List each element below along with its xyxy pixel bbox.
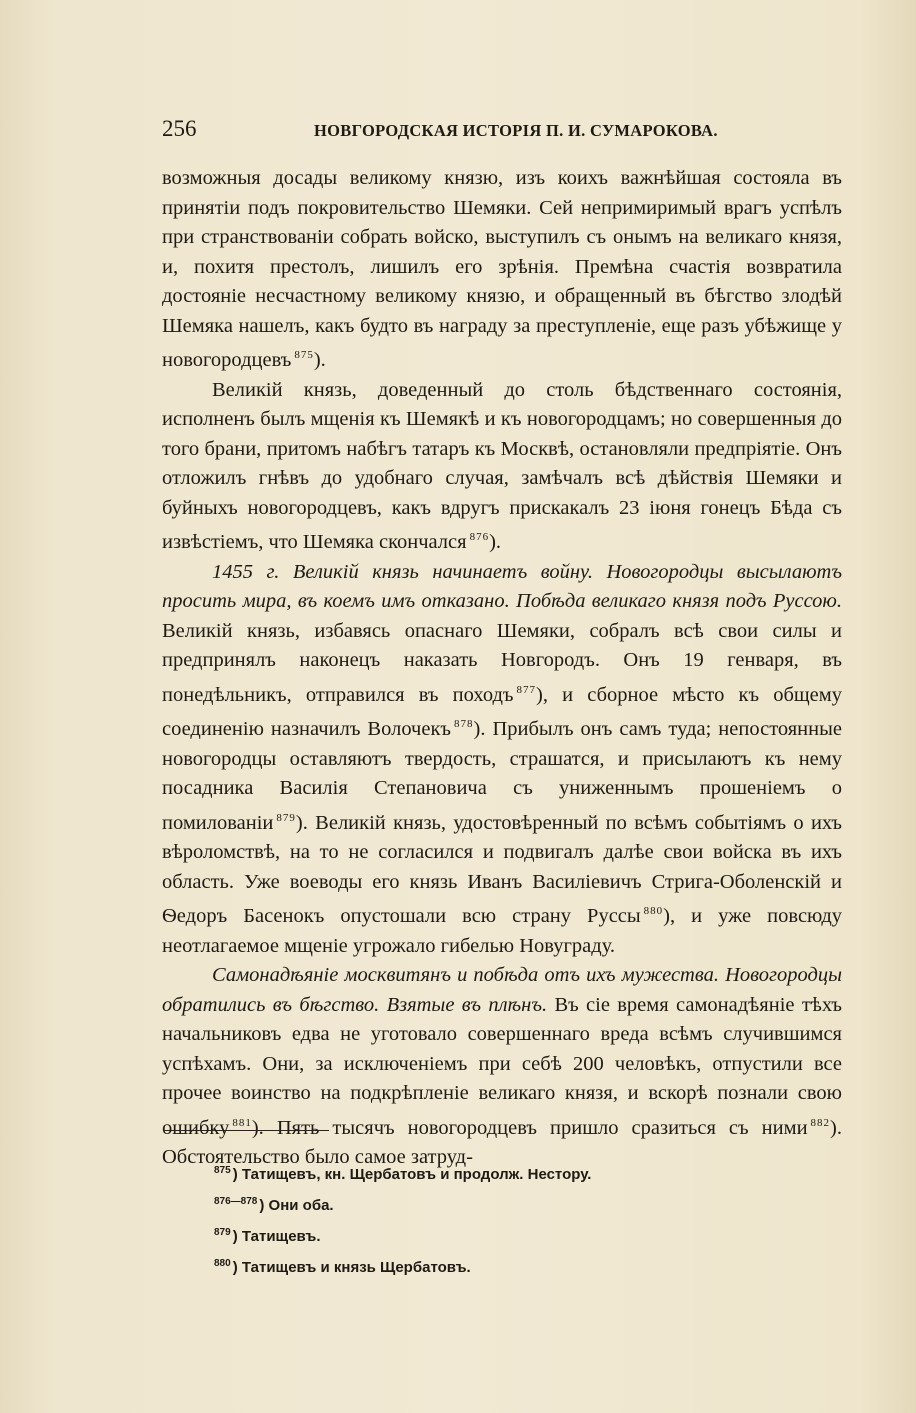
side-heading: Самонадѣяніе москвитянъ и побѣда отъ ихъ мужества. Новогородцы обратились въ бѣгство. Взятые въ плѣнъ. (162, 964, 842, 1016)
footnote-ref: 879 (276, 811, 296, 824)
footnote-item: $^{876—878}$ ) Они оба. (214, 1196, 334, 1214)
paragraph-3: 1455 г. Великій князь начинаетъ войну. Новогородцы высылаютъ просить мира, въ коемъ имъ отказано. Побѣда великаго князя подъ Руссою. Великій князь, избавясь опаснаго Шемяки, собралъ всѣ свои силы и предпринялъ наконецъ наказать Новгородъ. Онъ 19 генваря, въ понедѣльникъ, отправился въ походъ $^{877}$), и сборное мѣсто къ общему соединенію назначилъ Волочекъ $^{878}$). Прибылъ онъ самъ туда; непостоянные новогородцы оставляютъ твердость, страшатся, и присылаютъ къ нему посадника Василія Степановича съ униженнымъ прошеніемъ о помилованіи $^{879}$). Великій князь, удостовѣренный по всѣмъ событіямъ о ихъ вѣроломствѣ, на то не согласился и подвигалъ далѣе свои войска въ ихъ область. Уже воеводы его князь Иванъ Василіевичъ Стрига-Оболенскій и Ѳедоръ Басенокъ опустошали всю страну Руссы $^{880}$), и уже повсюду неотлагаемое мщеніе угрожало гибелью Новуграду. (162, 560, 843, 957)
footnote-divider (163, 1130, 329, 1131)
footnote-ref: 875 (294, 349, 314, 361)
paragraph-1: возможныя досады великому князю, изъ коихъ важнѣйшая состояла въ принятіи подъ покровительство Шемяки. Сей непримиримый врагъ успѣлъ при странствованіи собрать войско, выступилъ съ онымъ на великаго князя, и, похитя престолъ, лишилъ его зрѣнія. Премѣна счастія возвратила достояніе несчастному великому князю, и обращенный въ бѣгство злодѣй Шемяка нашелъ, какъ будто въ награду за преступленіе, еще разъ убѣжище у новогородцевъ $^{875}$). (162, 167, 842, 371)
paragraph-4: Самонадѣяніе москвитянъ и побѣда отъ ихъ мужества. Новогородцы обратились въ бѣгство. Взятые въ плѣнъ. Въ сіе время самонадѣяніе тѣхъ начальниковъ едва не уготовало совершеннаго вреда всѣмъ случившимся успѣхамъ. Они, за исключеніемъ при себѣ 200 человѣкъ, отпустили все прочее воинство на подкрѣпленіе великаго князя, и вскорѣ познали свою ошибку $^{881}$). Пять тысячъ новогородцевъ пришло сразиться съ ними $^{882}$). Обстоятельство было самое затруд- (162, 964, 842, 1168)
footnote-ref: 880 (643, 905, 664, 917)
body-text (162, 164, 842, 1173)
footnote-item: $^{879}$ ) Татищевъ. (214, 1227, 321, 1245)
footnote-ref: 876 (469, 531, 490, 543)
page-number: 256 (162, 116, 197, 141)
footnote-ref: 881 (232, 1116, 252, 1129)
page-header (162, 116, 842, 146)
footnote-ref: 882 (810, 1116, 831, 1129)
footnotes (214, 1157, 834, 1281)
footnote-ref: 878 (454, 718, 474, 730)
running-title: НОВГОРОДСКАЯ ИСТОРІЯ П. И. СУМАРОКОВА. (314, 121, 718, 140)
footnote-item: $^{880}$ ) Татищевъ и князь Щербатовъ. (214, 1258, 471, 1276)
footnote-item: $^{875}$ ) Татищевъ, кн. Щербатовъ и продолж. Нестору. (214, 1165, 592, 1183)
paragraph-2: Великій князь, доведенный до столь бѣдственнаго состоянія, исполненъ былъ мщенія къ Шемякѣ и къ новогородцамъ; но совершенныя до того брани, притомъ набѣгъ татаръ къ Москвѣ, остановляли предпріятіе. Онъ отложилъ гнѣвъ до удобнаго случая, замѣчалъ всѣ дѣйствія Шемяки и буйныхъ новогородцевъ, какъ вдругъ прискакалъ 23 іюня гонецъ Бѣда съ извѣстіемъ, что Шемяка скончался $^{876}$). (162, 378, 842, 553)
footnote-ref: 877 (516, 683, 537, 696)
side-heading: 1455 г. Великій князь начинаетъ войну. Новогородцы высылаютъ просить мира, въ коемъ имъ отказано. Побѣда великаго князя подъ Руссою. (162, 560, 842, 612)
